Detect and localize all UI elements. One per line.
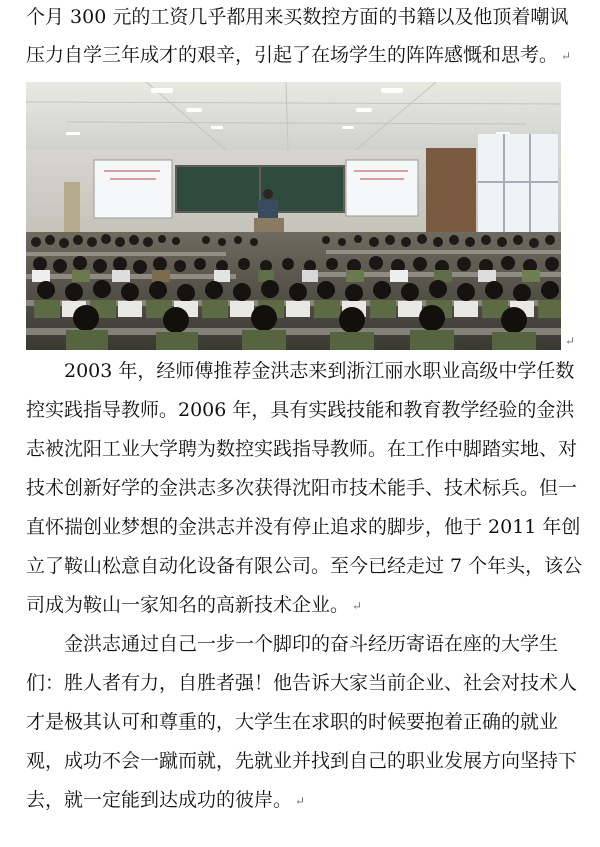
text-line: 去，就一定能到达成功的彼岸。 ↵ — [26, 789, 306, 811]
text-line: 司成为鞍山一家知名的高新技术企业。 ↵ — [26, 594, 363, 616]
text-line: 2003 年，经师傅推荐金洪志来到浙江丽水职业高级中学任数 — [64, 360, 575, 382]
text-line: 立了鞍山松意自动化设备有限公司。至今已经走过 7 个年头，该公 — [26, 555, 583, 577]
paragraph-mark: ↵ — [565, 334, 576, 348]
text-line: 个月 300 元的工资几乎都用来买数控方面的书籍以及他顶着嘲讽 — [26, 6, 569, 28]
paragraph-mark: ↵ — [295, 794, 306, 808]
text-line: 们：胜人者有力，自胜者强！他告诉大家当前企业、社会对技术人 — [26, 672, 578, 694]
text-line: 控实践指导教师。2006 年，具有实践技能和教育教学经验的金洪 — [26, 399, 575, 421]
paragraph-mark: ↵ — [352, 599, 363, 613]
paragraph-mark: ↵ — [561, 49, 572, 63]
text-line: 压力自学三年成才的艰辛，引起了在场学生的阵阵感慨和思考。 ↵ — [26, 44, 572, 66]
text-line: 技术创新好学的金洪志多次获得沈阳市技术能手、技术标兵。但一 — [26, 477, 578, 499]
text-line: 志被沈阳工业大学聘为数控实践指导教师。在工作中脚踏实地、对 — [26, 438, 578, 460]
text-line: 观，成功不会一蹴而就，先就业并找到自己的职业发展方向坚持下 — [26, 750, 578, 772]
text-line: 金洪志通过自己一步一个脚印的奋斗经历寄语在座的大学生 — [64, 633, 559, 655]
lecture-hall-photo — [26, 82, 561, 350]
text-line: 直怀揣创业梦想的金洪志并没有停止追求的脚步，他于 2011 年创 — [26, 516, 581, 538]
text-line: 才是极其认可和尊重的，大学生在求职的时候要抱着正确的就业 — [26, 711, 559, 733]
